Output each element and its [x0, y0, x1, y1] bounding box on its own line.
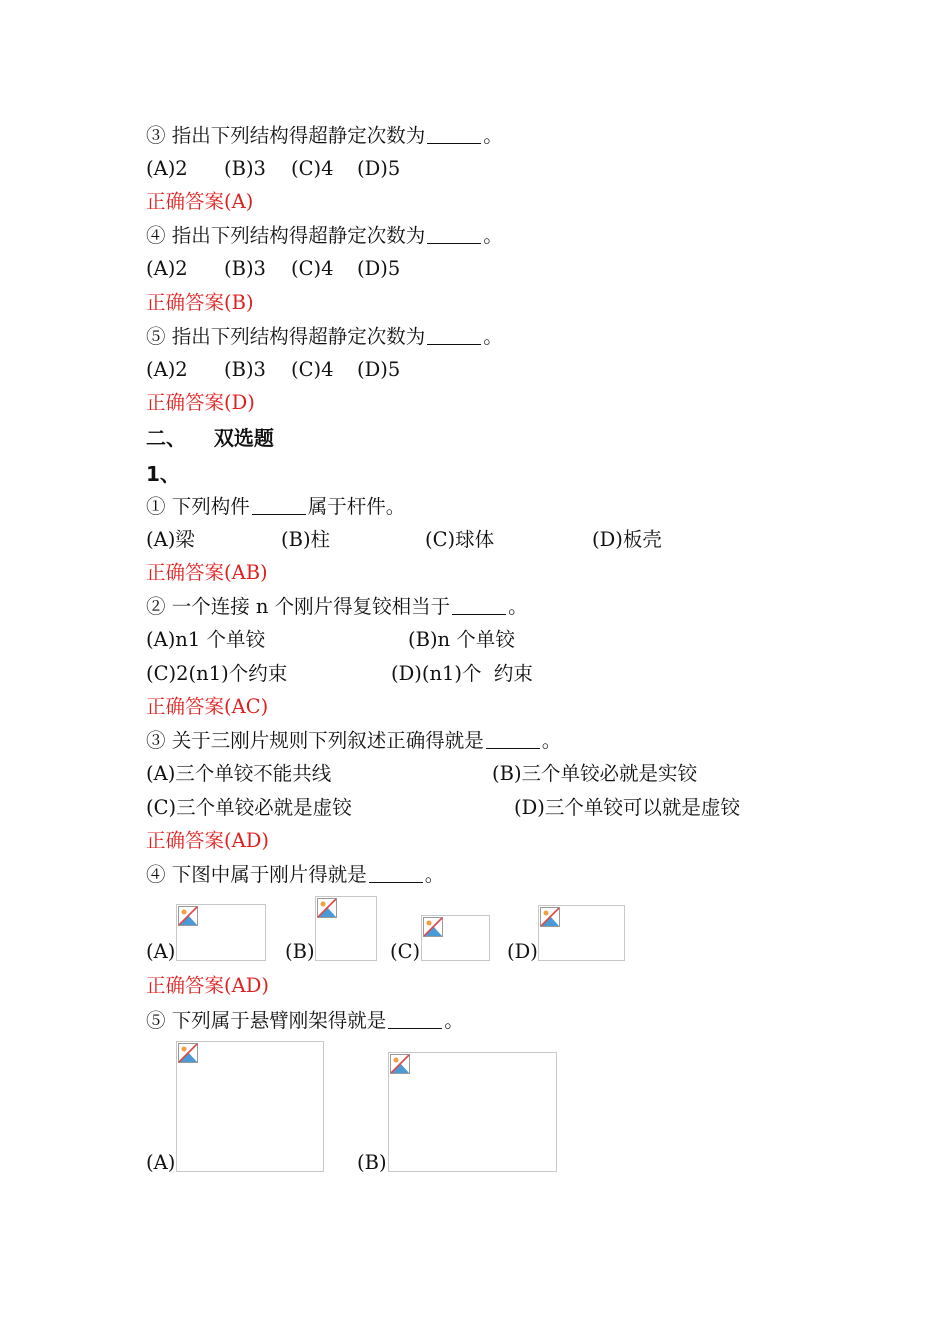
option-a: (A)2: [146, 157, 188, 180]
correct-answer: 正确答案(A): [146, 190, 254, 213]
question-stem: ③ 指出下列结构得超静定次数为 。: [146, 124, 503, 147]
broken-image-icon: [390, 1054, 410, 1074]
option-a: (A)n1 个单铰: [146, 628, 265, 651]
option-d: (D)三个单铰可以就是虚铰: [514, 796, 740, 819]
option-b: (B): [357, 1151, 387, 1174]
question-stem: ③ 关于三刚片规则下列叙述正确得就是 。: [146, 729, 562, 752]
answer-blank: [486, 730, 540, 749]
option-a: (A)梁: [146, 528, 195, 551]
correct-answer: 正确答案(D): [146, 391, 255, 414]
option-a: (A): [146, 940, 176, 963]
option-b: (B)n 个单铰: [408, 628, 515, 651]
option-c: (C)4: [291, 358, 334, 381]
option-b: (B)3: [224, 157, 266, 180]
option-a: (A): [146, 1151, 176, 1174]
correct-answer: 正确答案(AB): [146, 561, 268, 584]
answer-blank: [427, 225, 481, 244]
question-stem: ⑤ 指出下列结构得超静定次数为 。: [146, 325, 503, 348]
question-stem: ① 下列构件 属于杆件。: [146, 495, 406, 518]
answer-blank: [369, 864, 423, 883]
option-a: (A)2: [146, 358, 188, 381]
correct-answer: 正确答案(B): [146, 291, 254, 314]
subsection-number: 1、: [146, 462, 180, 486]
figure-image: [388, 1052, 557, 1172]
option-c: (C)球体: [425, 528, 495, 551]
figure-image: [176, 904, 266, 961]
option-d: (D)5: [357, 257, 401, 280]
figure-image: [538, 905, 625, 961]
answer-blank: [427, 326, 481, 345]
option-a: (A)2: [146, 257, 188, 280]
section-heading: 二、 双选题: [146, 426, 274, 450]
option-d: (D)5: [357, 157, 401, 180]
correct-answer: 正确答案(AD): [146, 974, 269, 997]
figure-image: [176, 1041, 324, 1172]
option-d: (D)板壳: [592, 528, 662, 551]
answer-blank: [427, 125, 481, 144]
broken-image-icon: [178, 906, 198, 926]
option-d: (D)(n1)个 约束: [391, 662, 533, 685]
answer-blank: [452, 596, 506, 615]
option-c: (C): [390, 940, 421, 963]
broken-image-icon: [423, 917, 443, 937]
figure-image: [421, 915, 490, 961]
correct-answer: 正确答案(AC): [146, 695, 269, 718]
answer-blank: [252, 496, 306, 515]
broken-image-icon: [178, 1043, 198, 1063]
option-a: (A)三个单铰不能共线: [146, 762, 332, 785]
question-stem: ⑤ 下列属于悬臂刚架得就是 。: [146, 1009, 464, 1032]
broken-image-icon: [317, 898, 337, 918]
option-c: (C)4: [291, 257, 334, 280]
option-c: (C)2(n1)个约束: [146, 662, 288, 685]
option-b: (B)3: [224, 358, 266, 381]
broken-image-icon: [540, 907, 560, 927]
option-b: (B): [285, 940, 315, 963]
option-b: (B)柱: [281, 528, 331, 551]
option-b: (B)3: [224, 257, 266, 280]
figure-image: [315, 896, 377, 961]
correct-answer: 正确答案(AD): [146, 829, 269, 852]
question-stem: ④ 指出下列结构得超静定次数为 。: [146, 224, 503, 247]
option-c: (C)三个单铰必就是虚铰: [146, 796, 352, 819]
question-stem: ② 一个连接 n 个刚片得复铰相当于 。: [146, 595, 528, 618]
option-c: (C)4: [291, 157, 334, 180]
option-d: (D): [507, 940, 538, 963]
option-d: (D)5: [357, 358, 401, 381]
answer-blank: [388, 1010, 442, 1029]
question-stem: ④ 下图中属于刚片得就是 。: [146, 863, 445, 886]
option-b: (B)三个单铰必就是实铰: [492, 762, 698, 785]
